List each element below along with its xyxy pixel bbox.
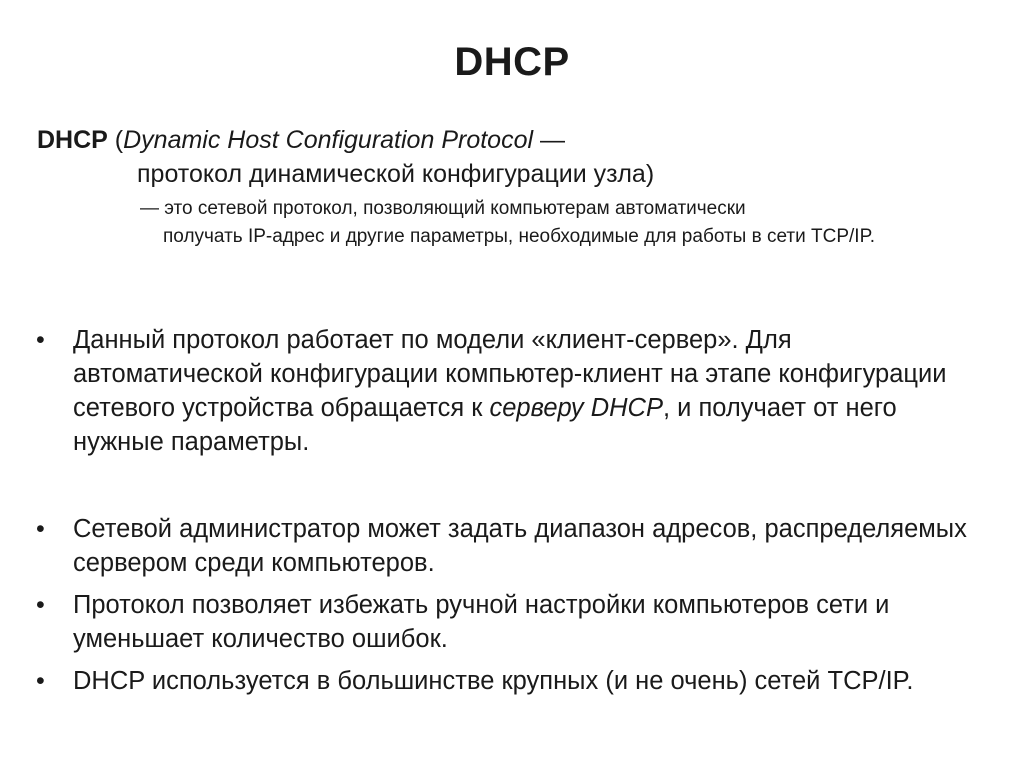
bullet-marker-icon: • [36,591,45,619]
definition-translation: протокол динамической конфигурации узла) [137,160,655,188]
bullet-marker-icon: • [36,326,45,354]
definition-line-1 [37,123,997,157]
definition-full-name: Dynamic Host Configuration Protocol [123,126,534,154]
bullet-item-manual-config [36,588,986,656]
bullet-text-emphasis: серверу DHCP [489,394,663,422]
bullet-item-client-server [36,323,986,459]
bullet-text: Сетевой администратор может задать диапазон адресов, распределяемых сервером среди компьютеров. [73,515,967,577]
description-first-line: — это сетевой протокол, позволяющий компьютерам автоматически [140,198,746,219]
bullet-text: DHCP используется в большинстве крупных (и не очень) сетей TCP/IP. [73,667,914,695]
slide-title: DHCP [454,40,570,84]
definition-block [37,123,997,191]
bullet-marker-icon: • [36,515,45,543]
bullet-text-part2: , и получает от него нужные параметры. [73,394,897,456]
bullet-item-address-range [36,512,986,580]
description-continuation: получать IP-адрес и другие параметры, необходимые для работы в сети TCP/IP. [163,226,876,247]
definition-open-paren: ( [107,126,124,154]
bullet-text: Протокол позволяет избежать ручной настройки компьютеров сети и уменьшает количество ошибок. [73,591,890,653]
bullet-text-part1: Данный протокол работает по модели «клиент-сервер». Для автоматической конфигурации компьютер-клиент на этапе конфигурации сетевого устройства обращается к [73,326,947,422]
definition-term: DHCP [37,126,108,154]
bullet-marker-icon: • [36,667,45,695]
bullet-item-usage [36,664,986,698]
bullet-text [73,323,986,459]
definition-dash: — [533,126,565,154]
definition-description [140,197,960,249]
